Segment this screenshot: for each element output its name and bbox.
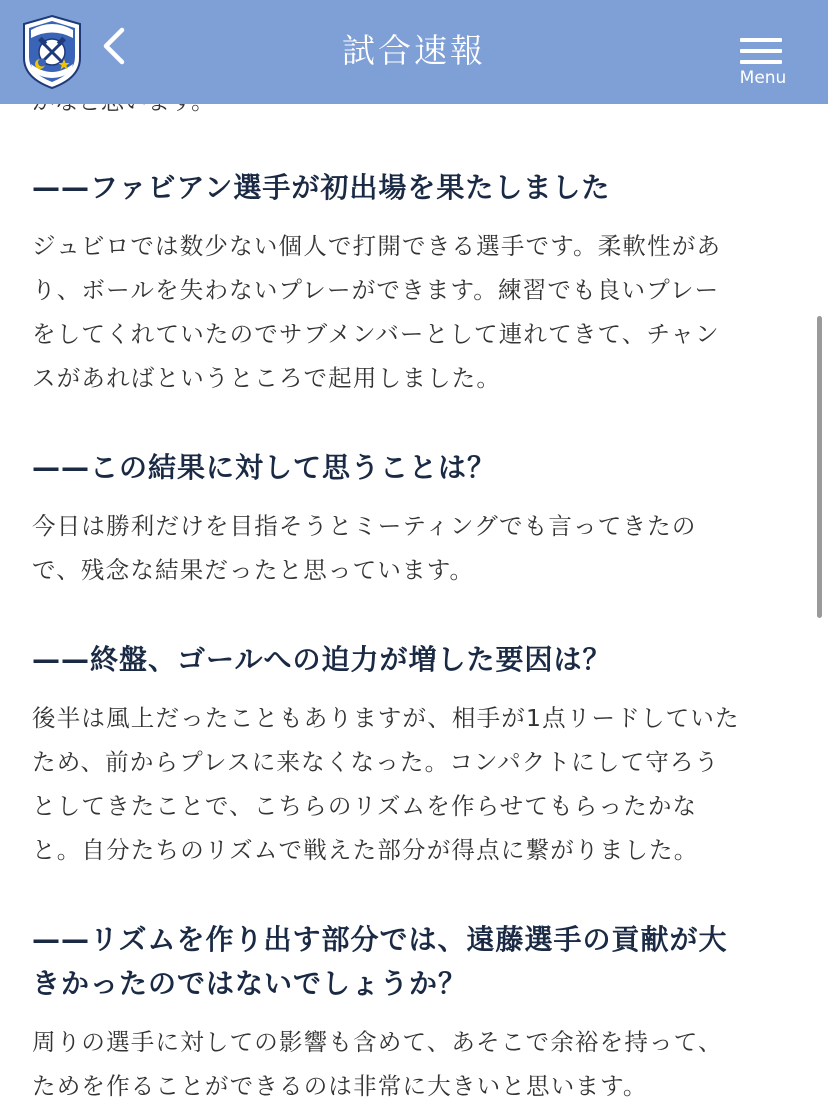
paragraph-line: 後半は風上だったこともありますが、相手が1点リードしていた	[32, 704, 740, 732]
paragraph-line: ため、前からプレスに来なくなった。コンパクトにして守ろう	[32, 748, 720, 776]
section-heading-result: ——この結果に対して思うことは？	[32, 451, 497, 484]
menu-label: Menu	[739, 68, 787, 88]
paragraph-line: で、残念な結果だったと思っています。	[32, 556, 475, 584]
paragraph-line: スがあればというところで起用しました。	[32, 364, 502, 392]
paragraph-line: をしてくれていたのでサブメンバーとして連れてきて、チャン	[32, 320, 720, 348]
vertical-scrollbar[interactable]	[817, 316, 822, 618]
paragraph-line: ためを作ることができるのは非常に大きいと思います。	[32, 1072, 648, 1100]
paragraph-line: ジュビロでは数少ない個人で打開できる選手です。柔軟性があ	[32, 232, 722, 260]
paragraph-line: 今日は勝利だけを目指そうとミーティングでも言ってきたの	[32, 512, 697, 540]
page-title: 試合速報	[342, 31, 486, 70]
paragraph-line: と。自分たちのリズムで戦えた部分が得点に繋がりました。	[32, 836, 699, 864]
paragraph-line: 周りの選手に対しての影響も含めて、あそこで余裕を持って、	[32, 1028, 723, 1056]
section-heading-rhythm: ——リズムを作り出す部分では、遠藤選手の貢献が大	[32, 923, 728, 956]
section-heading-late-game: ——終盤、ゴールへの迫力が増した要因は？	[32, 643, 612, 676]
section-heading-rhythm-line-2: きかったのではないでしょうか？	[32, 967, 468, 1000]
top-header-bar	[0, 0, 828, 104]
paragraph-line: り、ボールを失わないプレーができます。練習でも良いプレー	[32, 276, 720, 304]
section-heading-fabian: ——ファビアン選手が初出場を果たしました	[32, 171, 611, 204]
paragraph-line: としてきたことで、こちらのリズムを作らせてもらったかな	[32, 792, 698, 820]
menu-button[interactable]	[736, 34, 790, 90]
